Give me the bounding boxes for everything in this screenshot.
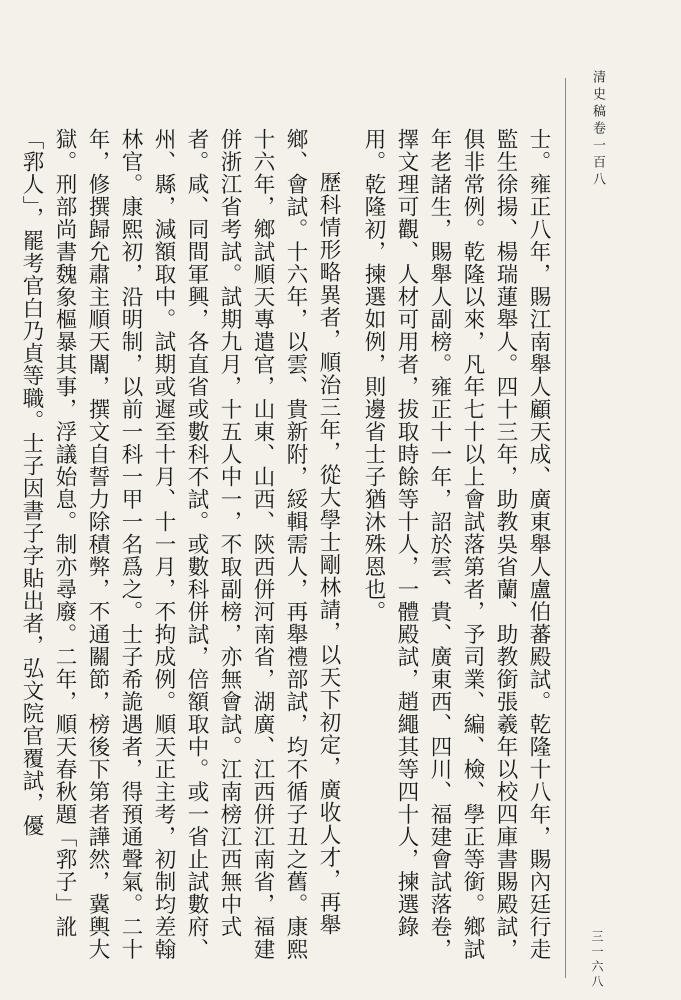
paragraph-2: 歷科情形略異者，順治三年，從大學士剛林請，以天下初定，廣收人才，再舉鄉、會試。十六年，以雲、貴新附，綏輯需人，再舉禮部試，均不循子丑之舊。康熙十六年，鄉試順天專遣官，山東、山西、陝西併河南省，湖廣、江西併江南省，福建併浙江省考試。試期九月，十五人中一，不取副榜，亦無會試。江南榜江西無中式者。咸、同間軍興，各直省或數科不試。或數科併試，倍額取中。或一省止試數府、州、縣，減額取中。試期或遲至十月、十一月，不拘成例。順天正主考，初制均差翰林官。康熙初，沿明制，以前一科一甲一名爲之。士子希詭遇者，得預通聲氣。二十年，修撰歸允肅主順天闈，撰文自誓力除積弊，不通關節，榜後下第者譁然，冀輿大獄。刑部尚書魏象樞暴其事，浮議始息。制亦尋廢。二年，順天春秋題「郛子」訛「郛人」，罷考官白乃貞等職。士子因書子字貼出者，弘文院官覆試，優 — [19, 128, 341, 961]
header-title: 清史稿卷一百八 — [590, 70, 605, 189]
paragraph-1: 士。雍正八年，賜江南舉人顧天成、廣東舉人盧伯蕃殿試。乾隆十八年，賜內廷行走監生徐揚、楊瑞蓮舉人。四十三年，助教吳省蘭、助教銜張羲年以校四庫書賜殿試，俱非常例。乾隆以來，凡年七十以上會試落第者，予司業、編、檢、學正等銜。鄉試年老諸生，賜舉人副榜。雍正十一年，詔於雲、貴、廣東西、四川、福建會試落卷，擇文理可觀、人材可用者，拔取時餘等十人，一體殿試，趙繩其等四十人，揀選錄用。乾隆初，揀選如例，則邊省士子猶沐殊恩也。 — [361, 128, 551, 961]
body-text — [15, 128, 555, 963]
page-number: 三一六八 — [590, 930, 604, 990]
header-divider — [565, 78, 566, 978]
